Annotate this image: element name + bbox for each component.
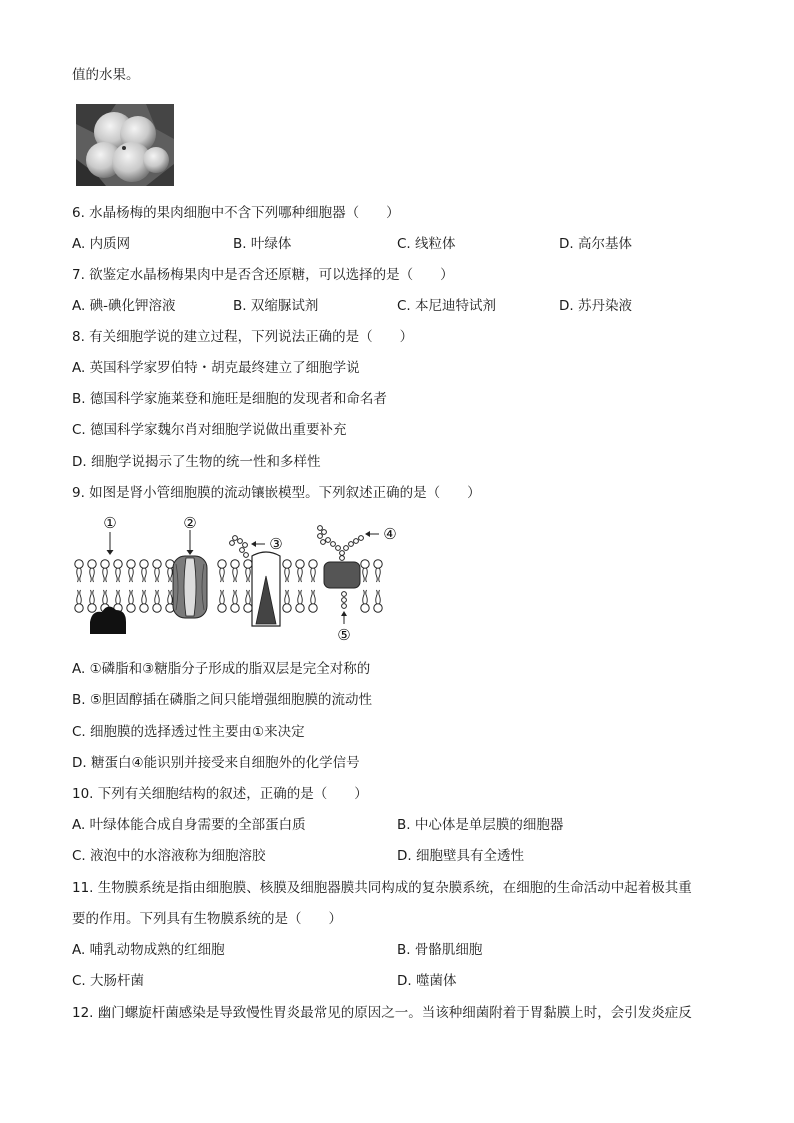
q8-option-d[interactable]: D. 细胞学说揭示了生物的统一性和多样性 <box>72 454 321 470</box>
q10-option-c[interactable]: C. 液泡中的水溶液称为细胞溶胶 <box>72 848 266 864</box>
q7-stem: 7. 欲鉴定水晶杨梅果肉中是否含还原糖，可以选择的是（ ） <box>72 267 454 283</box>
q11-option-d[interactable]: D. 噬菌体 <box>397 973 457 989</box>
phospholipid-top <box>218 560 226 582</box>
phospholipid-bottom <box>88 590 96 612</box>
q6-stem: 6. 水晶杨梅的果肉细胞中不含下列哪种细胞器（ ） <box>72 205 400 221</box>
q9-option-d[interactable]: D. 糖蛋白④能识别并接受来自细胞外的化学信号 <box>72 755 360 771</box>
phospholipid-top <box>283 560 291 582</box>
glycolipid-chain <box>230 536 249 558</box>
phospholipid-top <box>361 560 369 582</box>
q6-option-d[interactable]: D. 高尔基体 <box>559 236 632 252</box>
q11-stem-line1: 11. 生物膜系统是指由细胞膜、核膜及细胞器膜共同构成的复杂膜系统，在细胞的生命活动中起着极其重 <box>72 880 692 896</box>
cholesterol <box>342 592 347 609</box>
phospholipid-top <box>88 560 96 582</box>
phospholipid-top <box>114 560 122 582</box>
phospholipid-top <box>296 560 304 582</box>
q6-option-a[interactable]: A. 内质网 <box>72 236 131 252</box>
phospholipid-bottom <box>114 590 122 612</box>
phospholipid-top <box>244 560 252 582</box>
q12-stem-line1: 12. 幽门螺旋杆菌感染是导致慢性胃炎最常见的原因之一。当该种细菌附着于胃黏膜上时，会引发炎症反 <box>72 1005 692 1021</box>
phospholipid-top <box>374 560 382 582</box>
q6-option-c[interactable]: C. 线粒体 <box>397 236 456 252</box>
q7-option-d[interactable]: D. 苏丹染液 <box>559 298 632 314</box>
phospholipid-top <box>309 560 317 582</box>
q11-option-a[interactable]: A. 哺乳动物成熟的红细胞 <box>72 942 225 958</box>
q10-option-b[interactable]: B. 中心体是单层膜的细胞器 <box>397 817 564 833</box>
label-2: ② <box>183 514 197 532</box>
phospholipid-top <box>127 560 135 582</box>
q9-option-c[interactable]: C. 细胞膜的选择透过性主要由①来决定 <box>72 724 305 740</box>
label-5: ⑤ <box>337 626 351 644</box>
phospholipid-top <box>153 560 161 582</box>
phospholipid-bottom <box>127 590 135 612</box>
phospholipid-bottom <box>231 590 239 612</box>
q7-option-b[interactable]: B. 双缩脲试剂 <box>233 298 319 314</box>
glycoprotein <box>318 526 364 588</box>
phospholipid-bottom <box>296 590 304 612</box>
phospholipid-bottom <box>309 590 317 612</box>
q6-option-b[interactable]: B. 叶绿体 <box>233 236 292 252</box>
cell-membrane-diagram <box>70 514 395 646</box>
phospholipid-top <box>140 560 148 582</box>
phospholipid-bottom <box>218 590 226 612</box>
label-3: ③ <box>269 535 283 553</box>
phospholipid-bottom <box>75 590 83 612</box>
carrier-protein <box>252 552 280 626</box>
phospholipid-bottom <box>361 590 369 612</box>
q11-option-c[interactable]: C. 大肠杆菌 <box>72 973 145 989</box>
q11-stem-line2: 要的作用。下列具有生物膜系统的是（ ） <box>72 911 342 927</box>
phospholipid-top <box>101 560 109 582</box>
q8-option-a[interactable]: A. 英国科学家罗伯特・胡克最终建立了细胞学说 <box>72 360 360 376</box>
phospholipid-bottom <box>153 590 161 612</box>
q7-option-a[interactable]: A. 碘-碘化钾溶液 <box>72 298 176 314</box>
phospholipid-bottom <box>374 590 382 612</box>
phospholipid-top <box>75 560 83 582</box>
phospholipid-bottom <box>244 590 252 612</box>
q10-option-a[interactable]: A. 叶绿体能合成自身需要的全部蛋白质 <box>72 817 306 833</box>
q9-option-a[interactable]: A. ①磷脂和③糖脂分子形成的脂双层是完全对称的 <box>72 661 371 677</box>
phospholipid-bottom <box>140 590 148 612</box>
q10-stem: 10. 下列有关细胞结构的叙述，正确的是（ ） <box>72 786 368 802</box>
channel-protein <box>173 556 207 618</box>
label-1: ① <box>103 514 117 532</box>
q8-stem: 8. 有关细胞学说的建立过程，下列说法正确的是（ ） <box>72 329 414 345</box>
label-4: ④ <box>383 525 397 543</box>
q8-option-c[interactable]: C. 德国科学家魏尔肖对细胞学说做出重要补充 <box>72 422 347 438</box>
q9-option-b[interactable]: B. ⑤胆固醇插在磷脂之间只能增强细胞膜的流动性 <box>72 692 372 708</box>
phospholipid-bottom <box>283 590 291 612</box>
q9-stem: 9. 如图是肾小管细胞膜的流动镶嵌模型。下列叙述正确的是（ ） <box>72 485 481 501</box>
phospholipid-top <box>231 560 239 582</box>
fruit-photo <box>76 104 174 186</box>
q10-option-d[interactable]: D. 细胞壁具有全透性 <box>397 848 524 864</box>
intro-tail-text: 值的水果。 <box>72 67 140 83</box>
q8-option-b[interactable]: B. 德国科学家施莱登和施旺是细胞的发现者和命名者 <box>72 391 387 407</box>
q7-option-c[interactable]: C. 本尼迪特试剂 <box>397 298 497 314</box>
q11-option-b[interactable]: B. 骨骼肌细胞 <box>397 942 483 958</box>
